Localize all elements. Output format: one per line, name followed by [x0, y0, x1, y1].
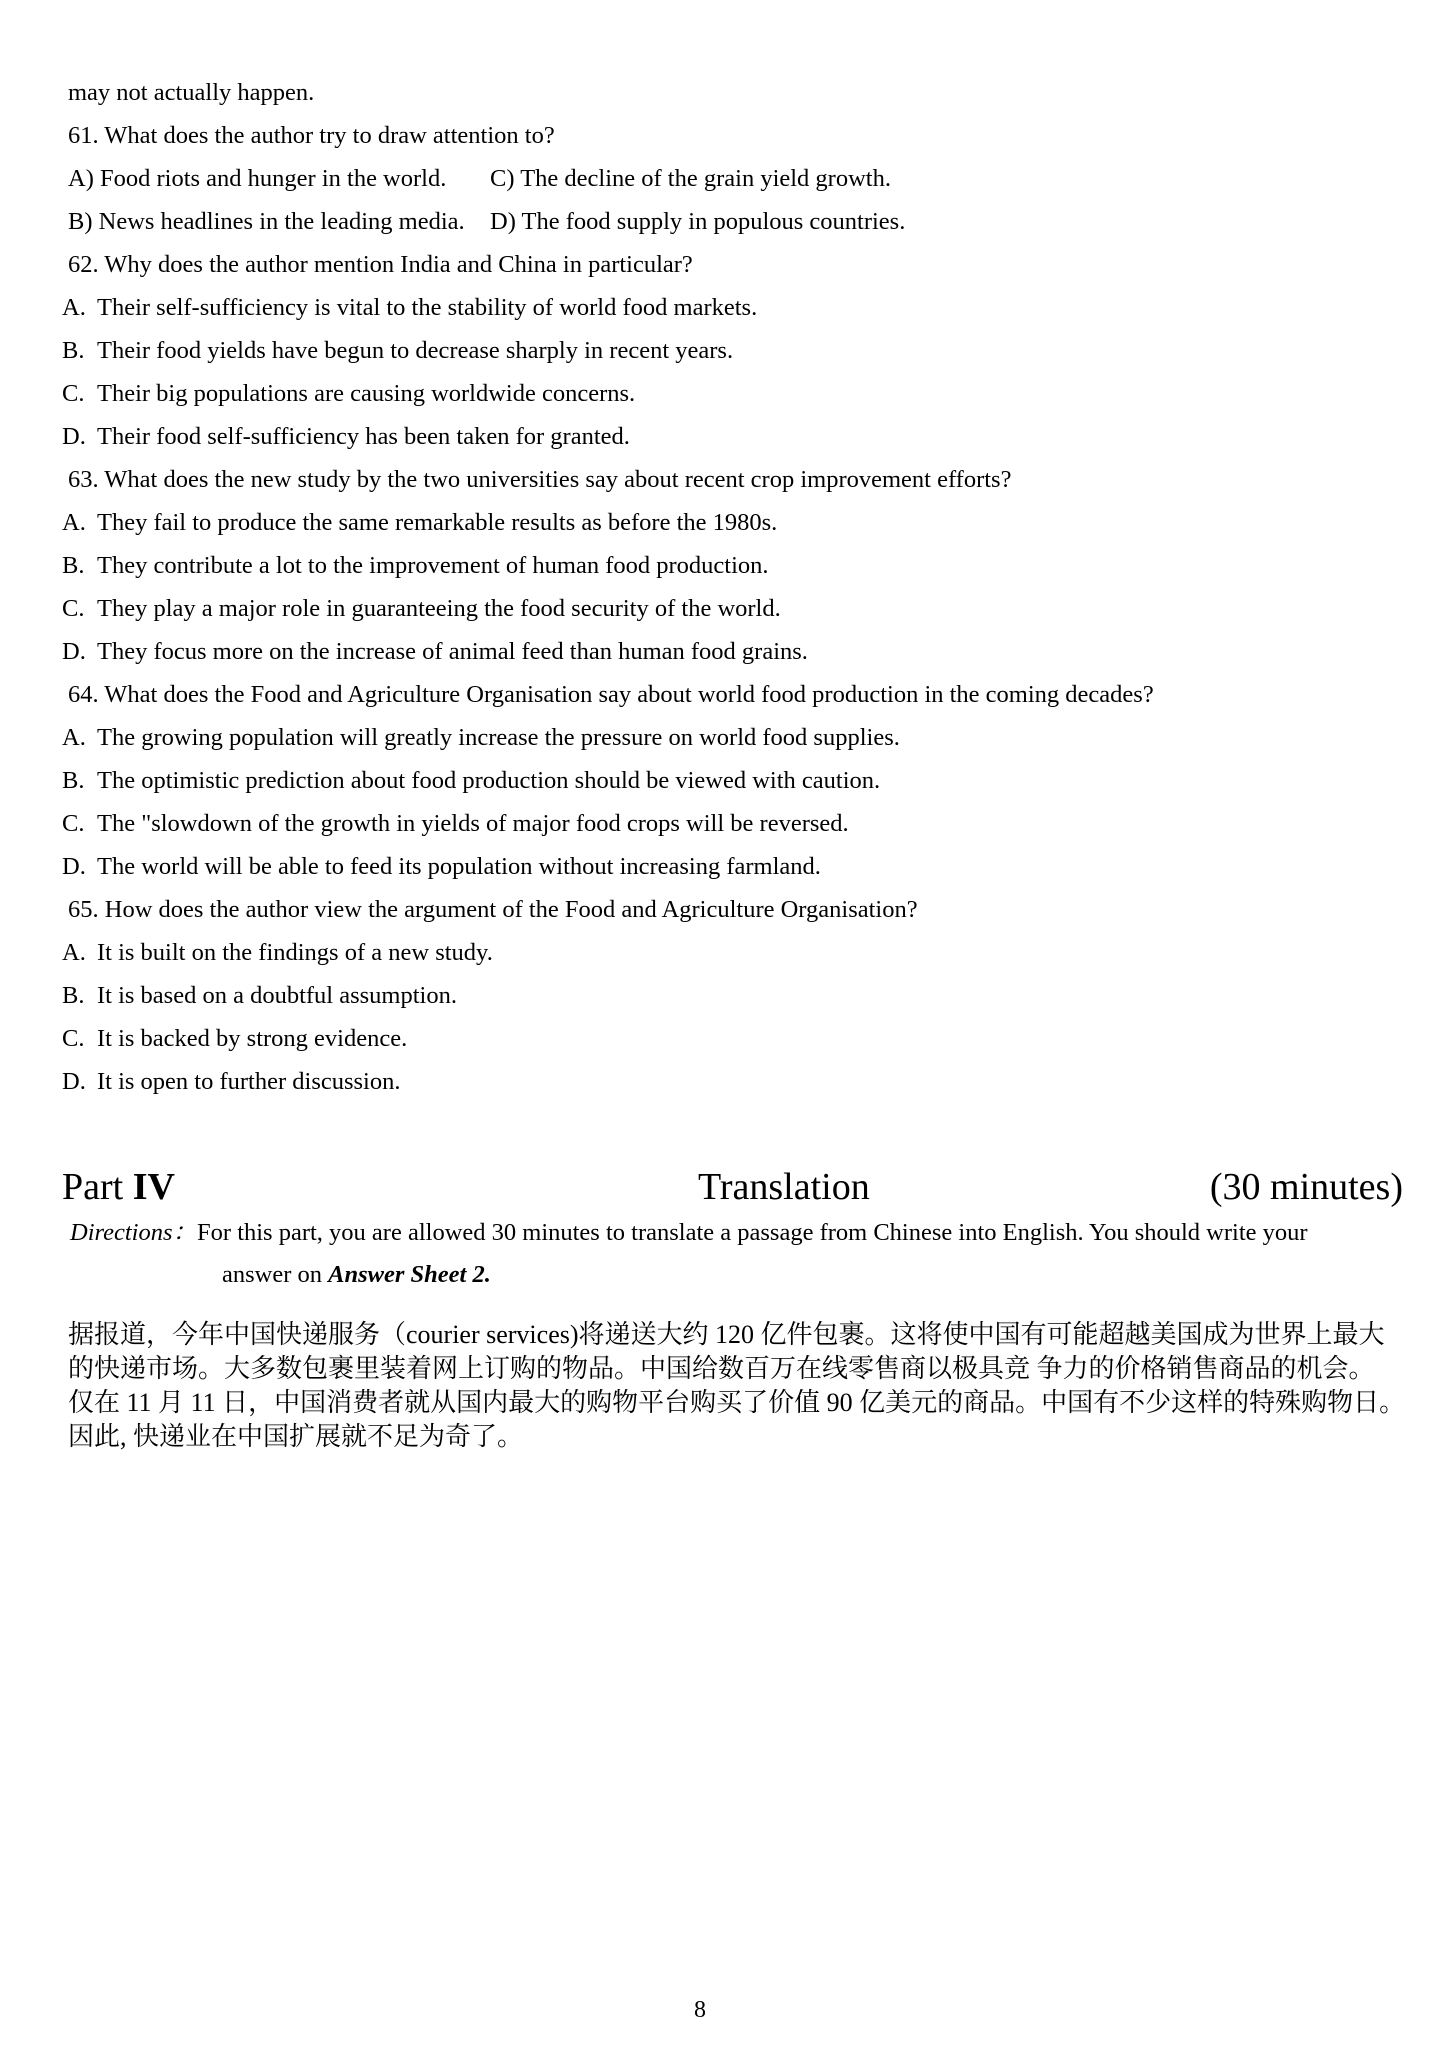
question-61-option-row-2 — [62, 200, 1407, 243]
option-63-a — [62, 501, 1407, 544]
option-text: Food riots and hunger in the world. — [99, 165, 447, 192]
option-label: B. — [62, 767, 85, 794]
option-65-c — [62, 1017, 1407, 1060]
part-numeral: IV — [132, 1166, 175, 1208]
directions-line-1 — [62, 1212, 1407, 1254]
question-61-option-row-1 — [62, 157, 1407, 200]
option-61-c — [490, 157, 891, 200]
option-text: It is backed by strong evidence. — [97, 1025, 408, 1052]
option-text: The food supply in populous countries. — [521, 208, 906, 235]
answer-sheet-reference: Answer Sheet 2. — [328, 1261, 491, 1288]
option-62-d — [62, 415, 1407, 458]
option-label: A) — [68, 165, 94, 192]
passage-line-3: 仅在 11 月 11 日，中国消费者就从国内最大的购物平台购买了价值 90 亿美元的商品。中国有不少这样的特殊购物日。 — [68, 1388, 1406, 1417]
page-number: 8 — [694, 1997, 706, 2023]
option-62-a — [62, 286, 1407, 329]
part-iv-heading — [62, 1163, 1403, 1213]
option-65-d — [62, 1060, 1407, 1103]
option-64-d — [62, 845, 1407, 888]
option-text: They fail to produce the same remarkable results as before the 1980s. — [97, 509, 778, 536]
option-label: D. — [62, 853, 86, 880]
option-label: A. — [62, 939, 86, 966]
option-label: A. — [62, 724, 86, 751]
question-64-stem: 64. What does the Food and Agriculture Organisation say about world food production in the coming decades? — [68, 681, 1154, 708]
option-text: The "slowdown of the growth in yields of major food crops will be reversed. — [97, 810, 849, 837]
translation-passage — [62, 1318, 1407, 1454]
option-63-c — [62, 587, 1407, 630]
option-text: Their self-sufficiency is vital to the stability of world food markets. — [97, 294, 758, 321]
option-label: C. — [62, 810, 85, 837]
option-text: News headlines in the leading media. — [98, 208, 465, 235]
option-label: B. — [62, 552, 85, 579]
option-text: The world will be able to feed its population without increasing farmland. — [97, 853, 821, 880]
option-62-c — [62, 372, 1407, 415]
part-word: Part — [62, 1166, 133, 1208]
option-label: B) — [68, 208, 93, 235]
question-62-stem: 62. Why does the author mention India and China in particular? — [68, 251, 693, 278]
option-text: They play a major role in guaranteeing the food security of the world. — [97, 595, 781, 622]
option-64-a — [62, 716, 1407, 759]
option-text: It is based on a doubtful assumption. — [97, 982, 457, 1009]
question-65-stem: 65. How does the author view the argument of the Food and Agriculture Organisation? — [68, 896, 918, 923]
option-label: D. — [62, 638, 86, 665]
option-text: It is built on the findings of a new study. — [97, 939, 493, 966]
option-63-b — [62, 544, 1407, 587]
option-label: C) — [490, 165, 515, 192]
option-text: Their food self-sufficiency has been taken for granted. — [97, 423, 630, 450]
option-text: The growing population will greatly increase the pressure on world food supplies. — [97, 724, 900, 751]
option-65-a — [62, 931, 1407, 974]
option-label: B. — [62, 982, 85, 1009]
directions-text-continued: answer on — [222, 1261, 329, 1288]
option-text: It is open to further discussion. — [97, 1068, 401, 1095]
option-61-b — [68, 200, 490, 243]
option-label: C. — [62, 1025, 85, 1052]
option-text: The decline of the grain yield growth. — [520, 165, 891, 192]
part-number — [62, 1163, 175, 1211]
option-label: C. — [62, 380, 85, 407]
directions-text: For this part, you are allowed 30 minutes to translate a passage from Chinese into English. You should write your — [197, 1219, 1308, 1246]
passage-line-1: 据报道，今年中国快递服务（courier services)将递送大约 120 亿件包裹。这将使中国有可能超越美国成为世界上最大 — [68, 1320, 1385, 1349]
option-text: They contribute a lot to the improvement of human food production. — [97, 552, 769, 579]
option-61-a — [68, 157, 490, 200]
option-label: A. — [62, 294, 86, 321]
reading-questions-section — [62, 71, 1407, 1103]
question-61-stem: 61. What does the author try to draw attention to? — [68, 122, 555, 149]
option-label: D. — [62, 423, 86, 450]
option-65-b — [62, 974, 1407, 1017]
passage-line-4: 因此, 快递业在中国扩展就不足为奇了。 — [68, 1422, 524, 1451]
option-text: Their food yields have begun to decrease sharply in recent years. — [97, 337, 734, 364]
option-64-c — [62, 802, 1407, 845]
directions-line-2 — [62, 1254, 1407, 1296]
part-title: Translation — [698, 1166, 870, 1208]
option-61-d — [490, 200, 905, 243]
option-label: D) — [490, 208, 516, 235]
option-label: B. — [62, 337, 85, 364]
passage-line-2: 的快递市场。大多数包裹里装着网上订购的物品。中国给数百万在线零售商以极具竞 争力的价格销售商品的机会。 — [68, 1354, 1375, 1383]
option-64-b — [62, 759, 1407, 802]
option-label: D. — [62, 1068, 86, 1095]
question-63-stem: 63. What does the new study by the two universities say about recent crop improvement efforts? — [68, 466, 1012, 493]
option-text: Their big populations are causing worldwide concerns. — [97, 380, 636, 407]
option-63-d — [62, 630, 1407, 673]
directions-block — [62, 1212, 1407, 1296]
option-label: C. — [62, 595, 85, 622]
directions-label: Directions： — [70, 1219, 198, 1246]
option-label: A. — [62, 509, 86, 536]
passage-continuation: may not actually happen. — [68, 79, 315, 106]
option-62-b — [62, 329, 1407, 372]
option-text: The optimistic prediction about food production should be viewed with caution. — [97, 767, 881, 794]
part-duration: (30 minutes) — [1209, 1166, 1403, 1208]
option-text: They focus more on the increase of animal feed than human food grains. — [97, 638, 808, 665]
